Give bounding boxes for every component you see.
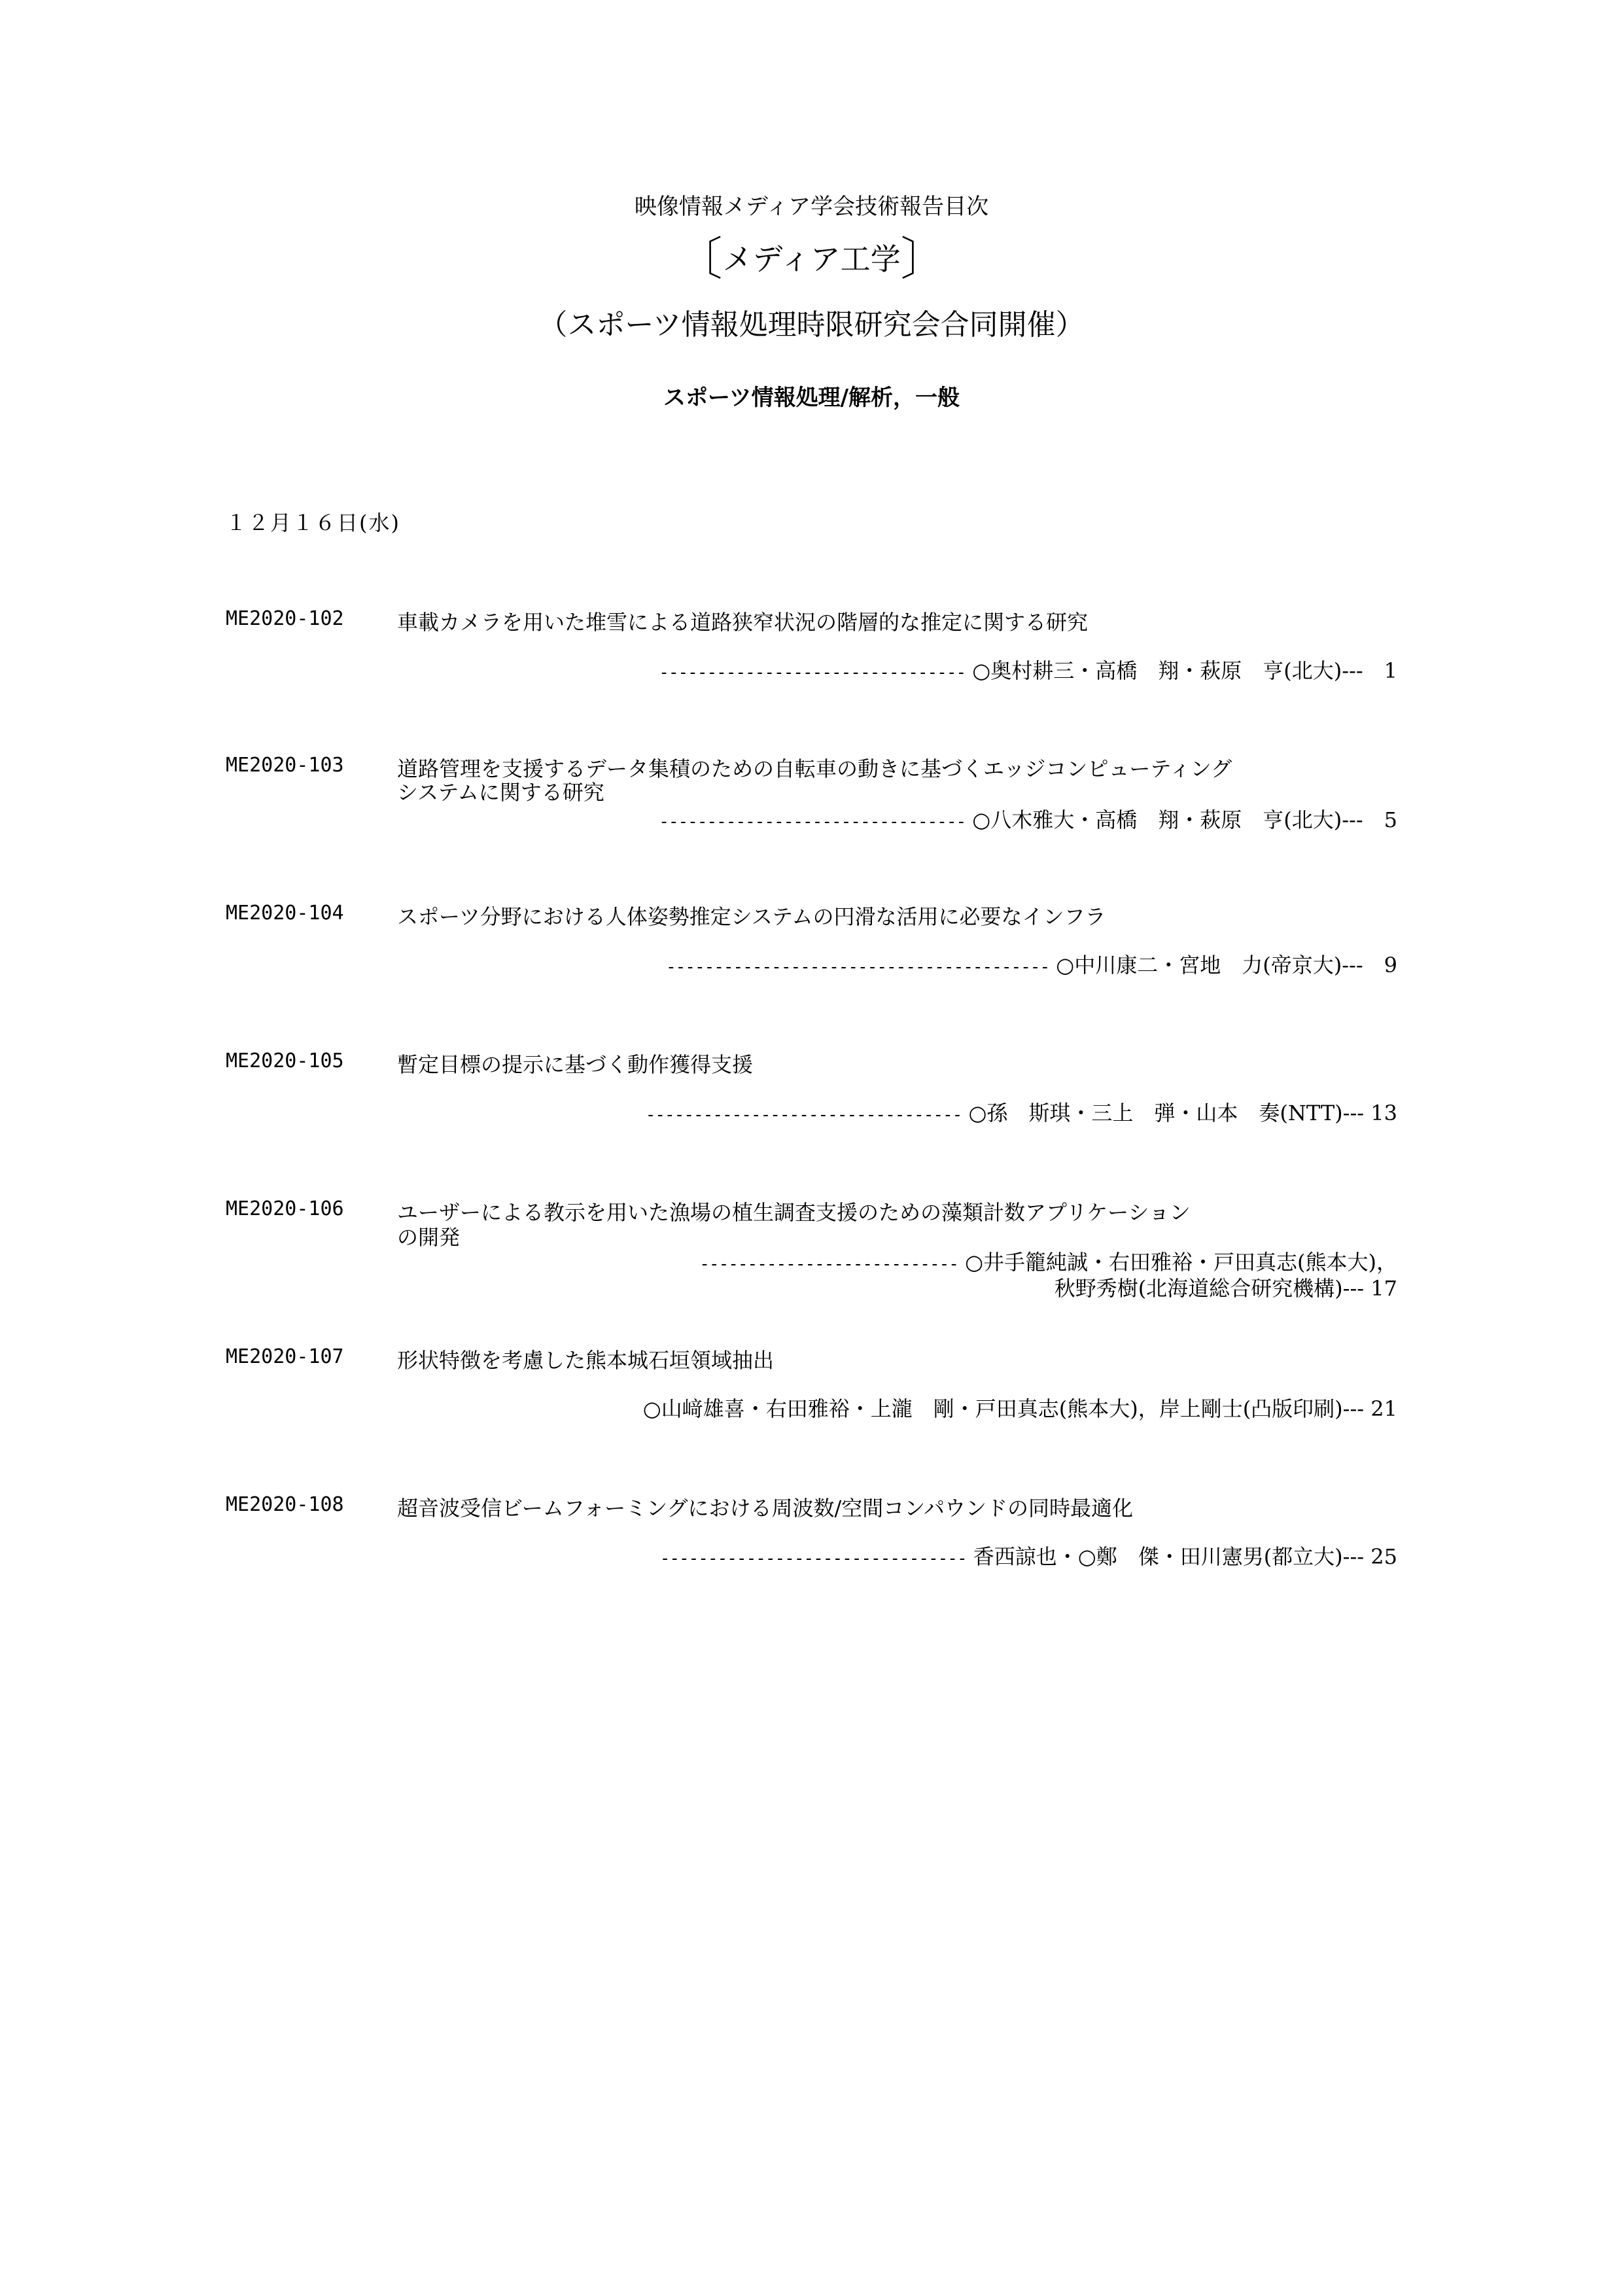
session-date: １２月１６日(水) — [226, 510, 400, 535]
paper-authors-line-2: 秋野秀樹(北海道総合研究機構)--- 17 — [1054, 1276, 1397, 1301]
paper-authors — [659, 804, 1397, 834]
right-bracket: 〕 — [900, 232, 947, 286]
leader-dashes: -------------------------------- — [659, 1549, 967, 1568]
authors-text: ○孫 斯琪・三上 弾・山本 奏(NTT)--- 13 — [968, 1101, 1397, 1125]
paper-title: 超音波受信ビームフォーミングにおける周波数/空間コンパウンドの同時最適化 — [397, 1496, 1134, 1521]
authors-text: ○井手籠純誠・右田雅裕・戸田真志(熊本大)， — [965, 1250, 1397, 1275]
paper-authors — [666, 949, 1397, 979]
paper-code: ME2020-103 — [226, 754, 344, 777]
paper-code: ME2020-107 — [226, 1345, 344, 1368]
joint-meeting-note: （スポーツ情報処理時限研究会合同開催） — [538, 308, 1085, 342]
leader-dashes: -------------------------------- — [659, 663, 966, 682]
paper-title: 車載カメラを用いた堆雪による道路狭窄状況の階層的な推定に関する研究 — [397, 610, 1089, 635]
left-bracket: 〔 — [676, 232, 723, 286]
paper-title-line-2: の開発 — [397, 1225, 461, 1250]
paper-code: ME2020-102 — [226, 607, 344, 630]
leader-dashes: ---------------------------------------- — [665, 957, 1050, 977]
paper-title: 暫定目標の提示に基づく動作獲得支援 — [397, 1052, 754, 1077]
paper-authors — [646, 1097, 1397, 1127]
paper-code: ME2020-106 — [226, 1197, 344, 1220]
leader-dashes: --------------------------------- — [645, 1105, 962, 1125]
paper-code: ME2020-108 — [226, 1493, 344, 1516]
report-series-title: 映像情報メディア学会技術報告目次 — [634, 194, 989, 220]
paper-authors — [659, 654, 1397, 684]
paper-authors — [660, 1540, 1397, 1570]
paper-title: 形状特徴を考慮した熊本城石垣領域抽出 — [397, 1348, 775, 1373]
authors-text: ○奥村耕三・高橋 翔・萩原 亨(北大)--- 1 — [972, 658, 1397, 683]
authors-text: ○八木雅大・高橋 翔・萩原 亨(北大)--- 5 — [972, 807, 1397, 832]
paper-title-line-1: ユーザーによる教示を用いた漁場の植生調査支援のための藻類計数アプリケーション — [397, 1200, 1191, 1225]
paper-code: ME2020-104 — [226, 902, 344, 925]
paper-title: スポーツ分野における人体姿勢推定システムの円滑な活用に必要なインフラ — [397, 904, 1106, 929]
leader-dashes: -------------------------------- — [659, 812, 966, 832]
paper-title-line-2: システムに関する研究 — [397, 780, 604, 805]
session-topic: スポーツ情報処理/解析，一般 — [663, 385, 960, 411]
authors-text: 香西諒也・○鄭 傑・田川憲男(都立大)--- 25 — [973, 1544, 1397, 1569]
paper-title-line-1: 道路管理を支援するデータ集積のための自転車の動きに基づくエッジコンピューティング — [397, 756, 1232, 781]
leader-dashes: --------------------------- — [699, 1254, 958, 1274]
paper-code: ME2020-105 — [226, 1050, 344, 1072]
committee-name: メディア工学 — [722, 241, 901, 277]
authors-text: ○中川康二・宮地 力(帝京大)--- 9 — [1056, 953, 1397, 978]
committee-heading — [0, 232, 1623, 286]
paper-authors: ○山﨑雄喜・右田雅裕・上瀧 剛・戸田真志(熊本大)，岸上剛士(凸版印刷)--- 21 — [642, 1396, 1397, 1421]
